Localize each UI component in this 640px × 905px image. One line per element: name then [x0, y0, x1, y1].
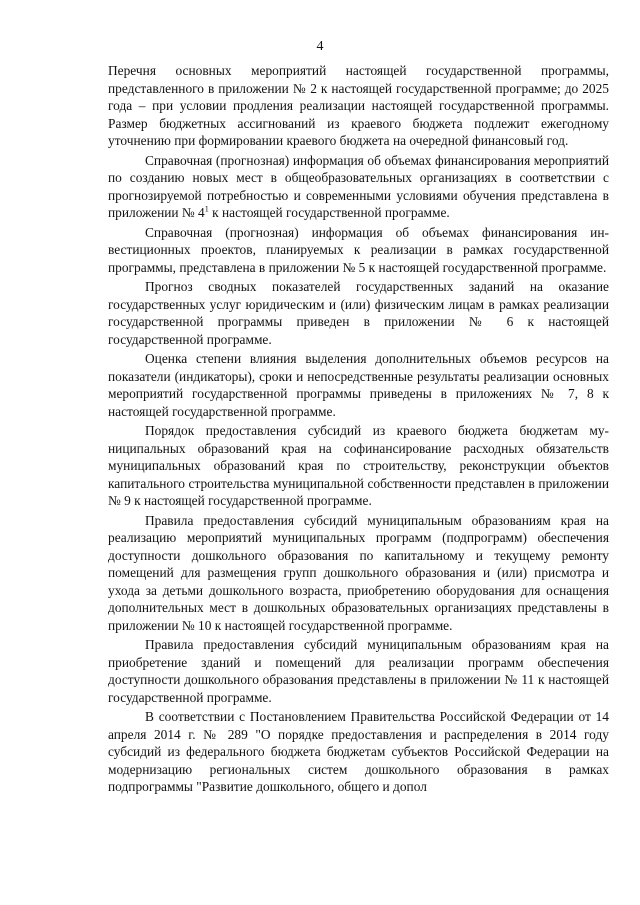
paragraph-2-text-after: к настоящей государственной программе.: [208, 205, 450, 220]
document-body: [108, 62, 609, 798]
paragraph-6: Порядок предоставления субсидий из краевого бюджета бюджетам муниципальных образований края на софинансирование расходных обязательств муниципальных образований края по строительству, реконструкции объектов капитального строительства муниципальной собственности представлен в приложении № 9 к настоящей государственной программе.: [108, 423, 609, 508]
paragraph-7: Правила предоставления субсидий муниципальным образованиям края на реализацию мероприятий муниципальных программ (подпрограмм) обеспечения доступности дошкольного образования по капитальному и текущему ремонту помещений для размещения групп дошкольного образования и (или) присмотра и ухода за детьми дошкольного возраста, приобретению оборудования для оснащения дополнительных мест в дошкольных образовательных организациях представлены в приложении № 10 к настоящей государственной программе.: [108, 512, 609, 633]
paragraph-2-text-before: Справочная (прогнозная) информация об объемах финансирования мероприятий по созданию новых мест в общеобразовательных организациях в соответствии с прогнозируемой потребностью и современными условиями обучения представлена в приложении № 4: [108, 152, 609, 220]
paragraph-1: Перечня основных мероприятий настоящей государственной программы, представленного в приложении № 2 к настоящей государственной программе; до 2025 года – при условии продления реализации настоящей государственной программы. Размер бюджетных ассигнований из краевого бюджета подлежит ежегодному уточнению при формировании краевого бюджета на очередной финансовый год.: [108, 63, 609, 148]
paragraph-9: В соответствии с Постановлением Правительства Российской Федерации от 14 апреля 2014 г. № 289 "О порядке предоставления и распределения в 2014 году субсидий из федерального бюджета бюджетам субъектов Российской Федерации на модернизацию региональных систем дошкольного образования в рамках подпрограммы "Развитие дошкольного, общего и допол: [108, 709, 609, 794]
appendix-superscript: 1: [204, 204, 209, 214]
page-number: 4: [316, 39, 324, 54]
paragraph-2: [108, 152, 609, 222]
paragraph-4: Прогноз сводных показателей государственных заданий на оказание государственных услуг юридическим и (или) физическим лицам в рамках реализации государственной программы приведен в приложении № 6 к настоящей государственной программе.: [108, 279, 609, 347]
paragraph-8: Правила предоставления субсидий муниципальным образованиям края на приобретение зданий и помещений для реализации программ обеспечения доступности дошкольного образования представлены в приложении № 11 к настоящей государственной программе.: [108, 637, 609, 705]
paragraph-3: Справочная (прогнозная) информация об объемах финансирования инвестиционных проектов, планируемых к реализации в рамках государственной программы, представлена в приложении № 5 к настоящей государственной программе.: [108, 224, 609, 275]
paragraph-5: Оценка степени влияния выделения дополнительных объемов ресурсов на показатели (индикаторы), сроки и непосредственные результаты реализации основных мероприятий государственной программы приведены в приложениях № 7, 8 к настоящей государственной программе.: [108, 351, 609, 419]
